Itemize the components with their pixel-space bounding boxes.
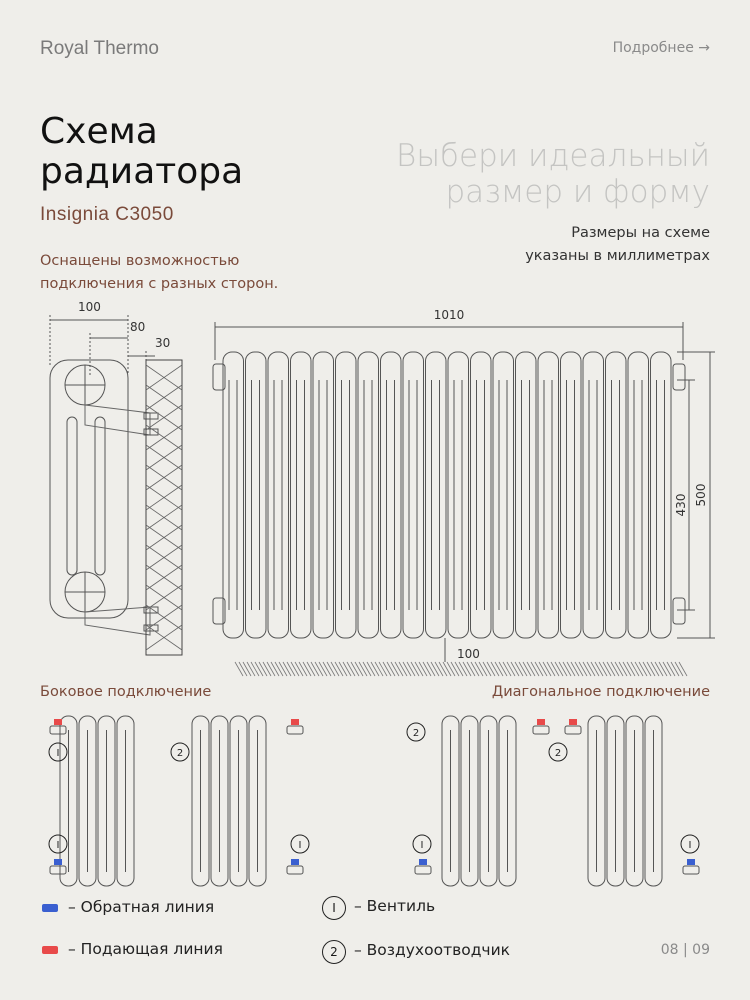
floor-hatch [419, 662, 427, 676]
title-line-2: радиатора [40, 151, 244, 192]
floor-hatch [239, 662, 247, 676]
floor-hatch [427, 662, 435, 676]
scheme-valve [565, 719, 581, 734]
floor-hatch [351, 662, 359, 676]
floor-hatch [423, 662, 431, 676]
floor-hatch [371, 662, 379, 676]
scheme-marker-label: I [56, 748, 60, 759]
floor-hatch [483, 662, 491, 676]
right-bottom-plug [673, 598, 685, 624]
floor-hatch [295, 662, 303, 676]
floor-hatch [611, 662, 619, 676]
valve-handle [291, 859, 299, 865]
floor-hatch [627, 662, 635, 676]
floor-hatch [391, 662, 399, 676]
floor-hatch [323, 662, 331, 676]
dim-floor-gap: 100 [457, 647, 480, 661]
radiator-section [583, 352, 604, 638]
page-title [40, 112, 243, 192]
radiator-section [516, 352, 537, 638]
radiator-section [651, 352, 672, 638]
floor-hatch [395, 662, 403, 676]
scheme-valve [533, 719, 549, 734]
floor-hatch [623, 662, 631, 676]
floor-hatch [343, 662, 351, 676]
radiator-section [448, 352, 469, 638]
floor-hatch [379, 662, 387, 676]
floor-hatch [631, 662, 639, 676]
valve-handle [54, 719, 62, 725]
supply-line-label: – Подающая линия [68, 940, 223, 958]
floor-hatch [271, 662, 279, 676]
valve-label: – Вентиль [354, 897, 436, 915]
air-vent-marker-label: 2 [554, 748, 562, 759]
floor-hatch [467, 662, 475, 676]
floor-hatch [375, 662, 383, 676]
floor-hatch [455, 662, 463, 676]
floor-hatch [495, 662, 503, 676]
floor-hatch [527, 662, 535, 676]
floor-hatch [603, 662, 611, 676]
radiator-section [358, 352, 379, 638]
floor-hatch [363, 662, 371, 676]
floor-hatch [287, 662, 295, 676]
title-line-1: Схема [40, 111, 158, 152]
scheme-valve [681, 835, 699, 874]
diagonal-scheme-right [565, 716, 699, 886]
floor-hatch [507, 662, 515, 676]
supply-line-swatch [42, 946, 58, 954]
floor-hatch [367, 662, 375, 676]
floor-hatch [543, 662, 551, 676]
radiator-section [246, 352, 267, 638]
floor-hatch [459, 662, 467, 676]
floor-hatch [471, 662, 479, 676]
floor-hatch [347, 662, 355, 676]
floor-hatch [583, 662, 591, 676]
dimensions-note-line-1: Размеры на схеме [571, 225, 710, 241]
brand-logo: Royal Thermo [40, 38, 159, 59]
floor-hatch [463, 662, 471, 676]
floor-hatch [595, 662, 603, 676]
scheme-marker-label: I [56, 840, 60, 851]
floor-hatch [431, 662, 439, 676]
floor-hatch [647, 662, 655, 676]
more-link[interactable]: Подробнее → [612, 40, 710, 56]
floor-hatch [315, 662, 323, 676]
floor-hatch [451, 662, 459, 676]
scheme-valve [49, 835, 67, 874]
floor-hatch [535, 662, 543, 676]
valve-handle [419, 859, 427, 865]
scheme-valve [287, 719, 309, 853]
connection-schemes [40, 708, 720, 893]
subtitle-line-1: Выбери идеальный [396, 138, 710, 174]
scheme-valve [49, 719, 67, 761]
radiator-section [426, 352, 447, 638]
diagonal-scheme-left [413, 716, 549, 886]
subtitle [396, 138, 710, 210]
floor-hatch [327, 662, 335, 676]
subtitle-line-2: размер и форму [445, 174, 710, 210]
floor-hatch [579, 662, 587, 676]
valve-body [565, 726, 581, 734]
description-line-2: подключения с разных сторон. [40, 276, 279, 292]
floor-hatch [335, 662, 343, 676]
floor-hatch [575, 662, 583, 676]
floor-hatch [671, 662, 679, 676]
floor-hatch [503, 662, 511, 676]
dim-side-pipe: 80 [130, 320, 146, 334]
scheme-marker-label: I [298, 840, 302, 851]
floor-hatch [515, 662, 523, 676]
air-vent-marker-label: 2 [412, 728, 420, 739]
floor-hatch [251, 662, 259, 676]
right-top-plug [673, 364, 685, 390]
floor-hatch [559, 662, 567, 676]
floor-hatch [567, 662, 575, 676]
floor-hatch [539, 662, 547, 676]
floor-hatch [639, 662, 647, 676]
floor-hatch [255, 662, 263, 676]
return-line-label: – Обратная линия [68, 898, 215, 916]
front-view-diagram [205, 300, 725, 680]
floor-hatch [435, 662, 443, 676]
floor-hatch [235, 662, 243, 676]
dim-side-wall: 30 [155, 336, 171, 350]
floor-hatch [303, 662, 311, 676]
valve-body [415, 866, 431, 874]
floor-hatch [487, 662, 495, 676]
floor-hatch [319, 662, 327, 676]
side-scheme-right [192, 716, 309, 886]
floor-hatch [599, 662, 607, 676]
floor-hatch [511, 662, 519, 676]
floor-hatch [479, 662, 487, 676]
scheme-marker-label: I [420, 840, 424, 851]
floor-hatch [267, 662, 275, 676]
page-number: 08 | 09 [660, 942, 710, 958]
floor-hatch [519, 662, 527, 676]
floor-hatch [247, 662, 255, 676]
radiator-section [538, 352, 559, 638]
floor-hatch [387, 662, 395, 676]
floor-hatch [355, 662, 363, 676]
valve-body [287, 726, 303, 734]
floor-hatch [443, 662, 451, 676]
floor-hatch [531, 662, 539, 676]
floor-hatch [311, 662, 319, 676]
floor-hatch [411, 662, 419, 676]
floor-hatch [439, 662, 447, 676]
valve-handle [569, 719, 577, 725]
valve-handle [54, 859, 62, 865]
floor-hatch [407, 662, 415, 676]
floor-hatch [655, 662, 663, 676]
radiator-section [403, 352, 424, 638]
floor-hatch [243, 662, 251, 676]
floor-hatch [339, 662, 347, 676]
floor-hatch [359, 662, 367, 676]
model-name: Insignia C3050 [40, 204, 174, 225]
floor-hatch [299, 662, 307, 676]
floor-hatch [499, 662, 507, 676]
floor-hatch [651, 662, 659, 676]
floor-hatch [399, 662, 407, 676]
floor-hatch [275, 662, 283, 676]
floor-hatch [663, 662, 671, 676]
radiator-section [606, 352, 627, 638]
floor-hatch [447, 662, 455, 676]
valve-handle [291, 719, 299, 725]
floor-hatch [563, 662, 571, 676]
floor-hatch [635, 662, 643, 676]
scheme-marker-label: I [688, 840, 692, 851]
diagonal-connection-label: Диагональное подключение [491, 684, 710, 700]
floor-hatch [279, 662, 287, 676]
floor-hatch [643, 662, 651, 676]
floor-hatch [475, 662, 483, 676]
dim-height: 500 [694, 483, 708, 507]
valve-handle [687, 859, 695, 865]
radiator-section [268, 352, 289, 638]
floor-hatch [659, 662, 667, 676]
floor-hatch [547, 662, 555, 676]
radiator-section [561, 352, 582, 638]
floor-hatch [263, 662, 271, 676]
floor-hatch [591, 662, 599, 676]
valve-marker-icon: I [322, 896, 346, 920]
side-connection-label: Боковое подключение [40, 684, 212, 700]
valve-handle [537, 719, 545, 725]
scheme-valve [413, 835, 431, 874]
radiator-section [471, 352, 492, 638]
air-vent-label: – Воздухоотводчик [354, 941, 511, 959]
valve-body [533, 726, 549, 734]
radiator-section [336, 352, 357, 638]
radiator-section [313, 352, 334, 638]
floor-hatch [619, 662, 627, 676]
description [40, 250, 278, 296]
valve-body [287, 866, 303, 874]
radiator-section [291, 352, 312, 638]
description-line-1: Оснащены возможностью [40, 253, 240, 269]
floor-hatch [291, 662, 299, 676]
floor-hatch [383, 662, 391, 676]
dimensions-note-line-2: указаны в миллиметрах [525, 248, 710, 264]
side-scheme-left [49, 716, 134, 886]
scheme-valve [287, 859, 303, 874]
return-line-swatch [42, 904, 58, 912]
floor-hatch [551, 662, 559, 676]
valve-body [50, 726, 66, 734]
floor-hatch [587, 662, 595, 676]
floor-hatch [403, 662, 411, 676]
dimensions-note [525, 222, 710, 268]
radiator-section [493, 352, 514, 638]
floor-hatch [283, 662, 291, 676]
valve-body [683, 866, 699, 874]
air-vent-marker-icon: 2 [322, 940, 346, 964]
radiator-section [223, 352, 244, 638]
floor-hatch [675, 662, 683, 676]
floor-hatch [571, 662, 579, 676]
radiator-section [381, 352, 402, 638]
floor-hatch [607, 662, 615, 676]
air-vent-marker-label: 2 [176, 748, 184, 759]
floor-hatch [259, 662, 267, 676]
floor-hatch [415, 662, 423, 676]
side-view-diagram [40, 295, 190, 665]
dim-width: 1010 [433, 308, 465, 322]
dim-center-height: 430 [674, 493, 688, 517]
floor-hatch [555, 662, 563, 676]
floor-hatch [331, 662, 339, 676]
floor-hatch [523, 662, 531, 676]
floor-hatch [615, 662, 623, 676]
floor-hatch [491, 662, 499, 676]
floor-hatch [667, 662, 675, 676]
radiator-section [628, 352, 649, 638]
floor-hatch [307, 662, 315, 676]
dim-side-depth: 100 [78, 300, 101, 314]
valve-body [50, 866, 66, 874]
floor-hatch [679, 662, 687, 676]
